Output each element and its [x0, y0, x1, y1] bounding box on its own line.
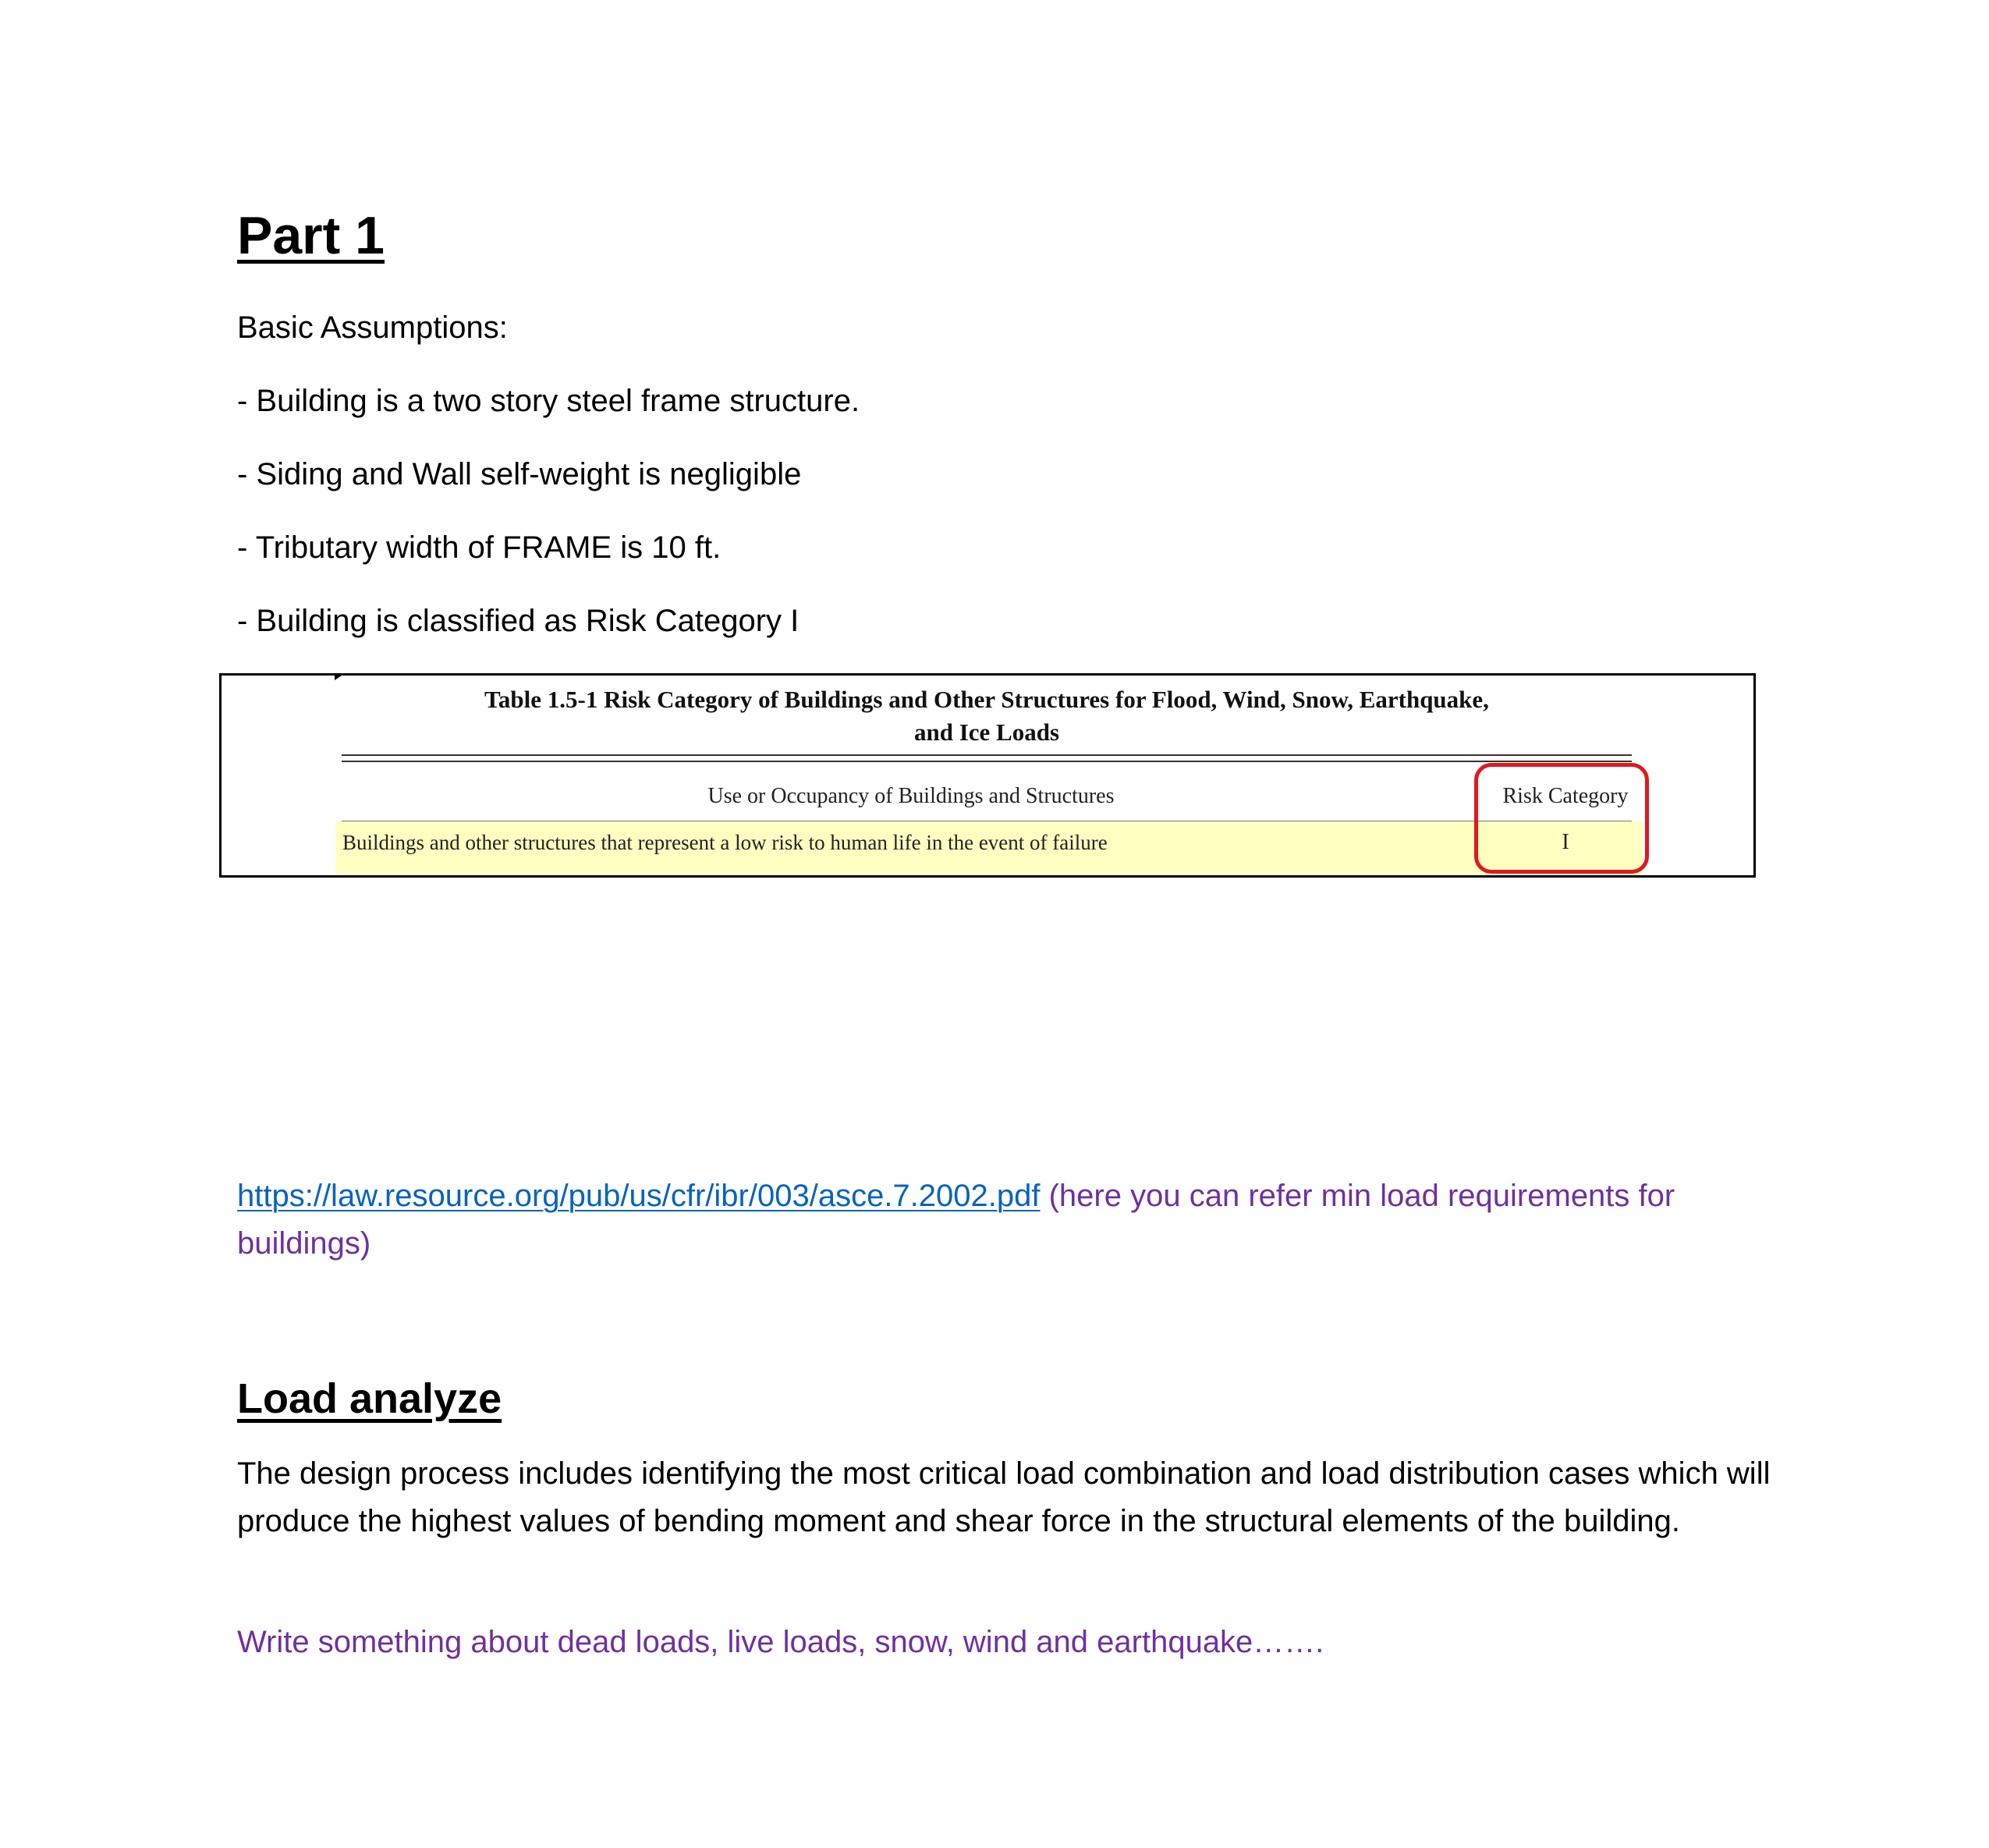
load-analyze-note: Write something about dead loads, live loads, snow, wind and earthquake…….: [237, 1625, 1324, 1659]
table-title-line2: and Ice Loads: [913, 718, 1060, 746]
table-rule-top: [342, 754, 1632, 756]
table-row-use: Buildings and other structures that represent a low risk to human life in the event of failure: [342, 831, 1108, 854]
assumption-item: - Building is classified as Risk Category I: [237, 604, 800, 638]
column-header-use: Use or Occupancy of Buildings and Structures: [707, 784, 1115, 808]
assumption-item: - Tributary width of FRAME is 10 ft.: [237, 530, 722, 565]
part1-heading: Part 1: [237, 206, 385, 265]
load-analyze-heading: Load analyze: [237, 1375, 502, 1422]
risk-category-table-image: [219, 673, 1756, 878]
assumptions-label: Basic Assumptions:: [237, 310, 508, 345]
reference-link[interactable]: https://law.resource.org/pub/us/cfr/ibr/003/asce.7.2002.pdf: [237, 1179, 1041, 1213]
table-rule-top-double: [342, 761, 1632, 762]
reference-note: (here you can refer min load requirements for buildings): [237, 1179, 1675, 1261]
load-analyze-paragraph: The design process includes identifying the most critical load combination and load distribution cases which will produce the highest values of bending moment and shear force in the structural elements of the building.: [237, 1456, 1771, 1538]
column-header-risk: Risk Category: [1502, 784, 1629, 808]
table-title-line1: Table 1.5-1 Risk Category of Buildings and Other Structures for Flood, Wind, Snow, Earthquake,: [484, 686, 1489, 713]
table-title: [339, 683, 1635, 749]
assumption-item: - Siding and Wall self-weight is negligible: [237, 457, 802, 491]
corner-mark: [335, 674, 344, 680]
risk-category-circle: [1474, 763, 1649, 874]
assumption-item: - Building is a two story steel frame structure.: [237, 384, 860, 418]
reference-paragraph: [237, 1172, 1797, 1268]
table-row-risk-category: I: [1562, 830, 1569, 854]
